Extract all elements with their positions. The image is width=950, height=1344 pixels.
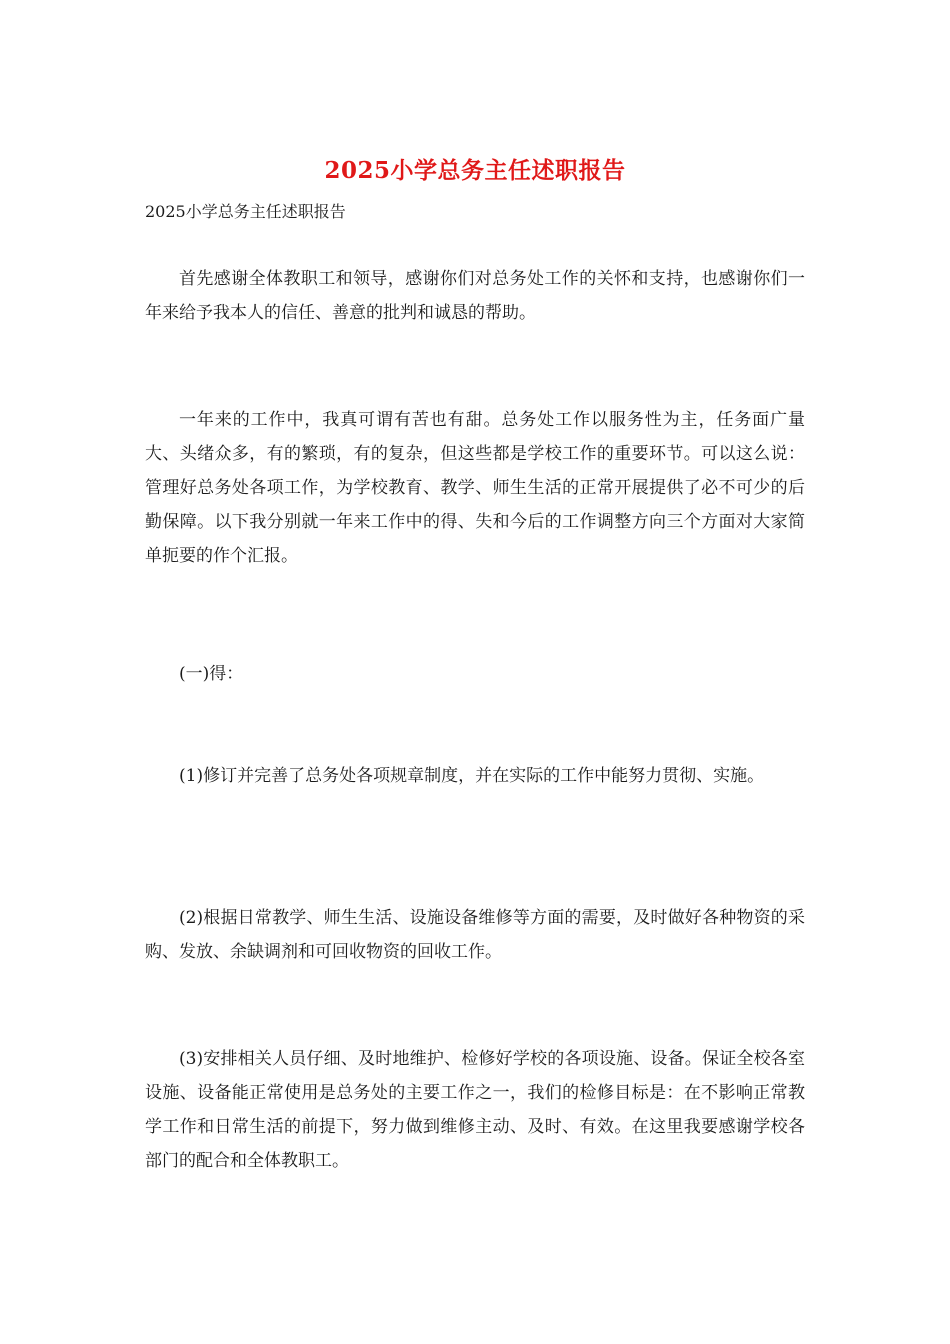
section-heading-gains: (一)得：: [179, 664, 244, 684]
paragraph-item-2: (2)根据日常教学、师生生活、设施设备维修等方面的需要，及时做好各种物资的采购、发放、余缺调剂和可回收物资的回收工作。: [145, 908, 805, 962]
paragraph-overview: 一年来的工作中，我真可谓有苦也有甜。总务处工作以服务性为主，任务面广量大、头绪众多，有的繁琐，有的复杂，但这些都是学校工作的重要环节。可以这么说：管理好总务处各项工作，为学校教育、教学、师生生活的正常开展提供了必不可少的后勤保障。以下我分别就一年来工作中的得、失和今后的工作调整方向三个方面对大家简单扼要的作个汇报。: [145, 410, 805, 566]
paragraph-item-1: (1)修订并完善了总务处各项规章制度，并在实际的工作中能努力贯彻、实施。: [179, 766, 765, 786]
paragraph-item-3: (3)安排相关人员仔细、及时地维护、检修好学校的各项设施、设备。保证全校各室设施、设备能正常使用是总务处的主要工作之一，我们的检修目标是：在不影响正常教学工作和日常生活的前提下，努力做到维修主动、及时、有效。在这里我要感谢学校各部门的配合和全体教职工。: [145, 1049, 805, 1171]
paragraph-intro: 首先感谢全体教职工和领导，感谢你们对总务处工作的关怀和支持，也感谢你们一年来给予我本人的信任、善意的批判和诚恳的帮助。: [145, 269, 805, 323]
document-subtitle: 2025小学总务主任述职报告: [145, 202, 346, 221]
document-title: 2025小学总务主任述职报告: [324, 157, 626, 184]
